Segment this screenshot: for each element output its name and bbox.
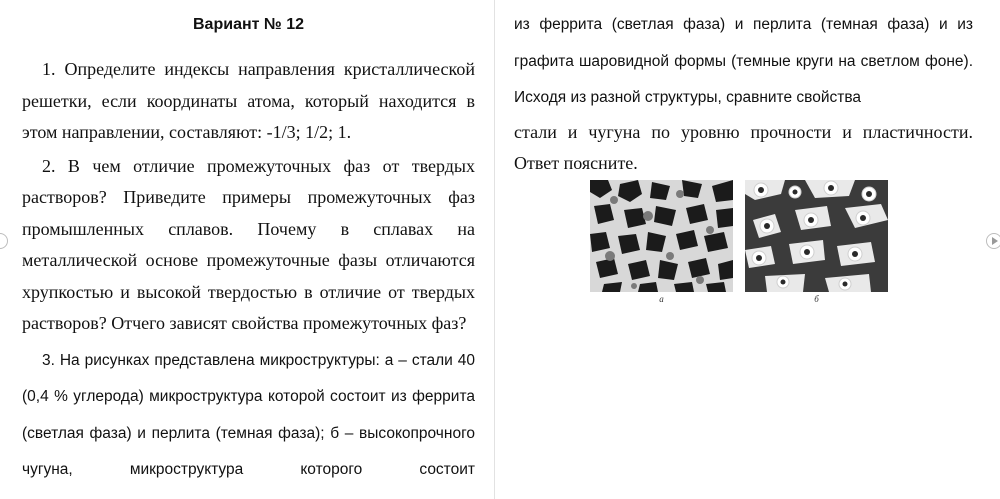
figure-b-caption: б — [814, 294, 819, 304]
left-column — [22, 8, 475, 489]
prev-page-icon[interactable] — [0, 233, 8, 249]
question-3-part-1: 3. На рисунках представлена микроструктуры: а – стали 40 (0,4 % углерода) микроструктура которой состоит из феррита (светлая фаза) и перлита (темная фаза); б – высокопрочного чугуна, микроструктура которого состоит — [22, 351, 475, 478]
question-1: 1. Определите индексы направления кристаллической решетки, если координаты атома, который находится в этом направлении, составляют: -1/3; 1/2; 1. — [22, 59, 475, 142]
variant-title: Вариант № 12 — [193, 16, 304, 33]
right-column — [514, 8, 973, 180]
cast-iron-microstructure-image — [745, 180, 888, 292]
microstructure-figures — [590, 180, 900, 305]
question-2: 2. В чем отличие промежуточных фаз от твердых растворов? Приведите примеры промежуточных фаз промышленных сплавов. Почему в сплавах на металлической основе промежуточные фазы отличаются хрупкостью и высокой твердостью в отличие от твердых растворов? Отчего зависят свойства промежуточных фаз? — [22, 155, 475, 333]
next-page-icon[interactable] — [986, 233, 1000, 249]
question-3-part-3: стали и чугуна по уровню прочности и пластичности. Ответ поясните. — [514, 121, 973, 173]
question-3-part-2: из феррита (светлая фаза) и перлита (темная фаза) и из графита шаровидной формы (темные круги на светлом фоне). Исходя из разной структуры, сравните свойства — [514, 16, 973, 106]
steel-microstructure-image — [590, 180, 733, 292]
figure-a-caption: а — [659, 294, 664, 304]
column-divider — [494, 0, 495, 499]
